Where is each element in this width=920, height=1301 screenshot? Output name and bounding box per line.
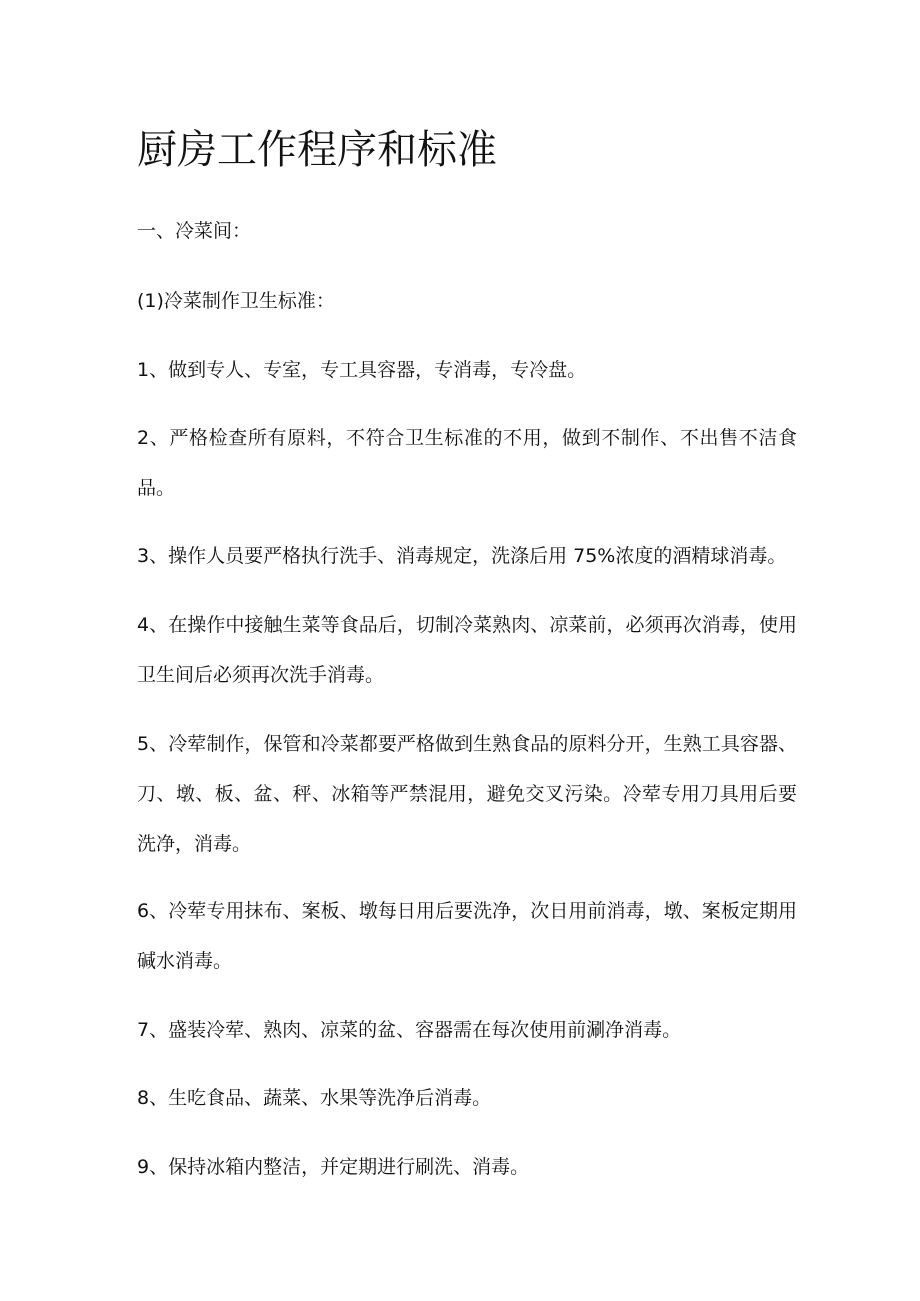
subheading: (1)冷菜制作卫生标准： bbox=[137, 290, 335, 312]
item-4: 4、在操作中接触生菜等食品后，切制冷菜熟肉、凉菜前，必须再次消毒，使用卫生间后必须再次洗手消毒。 bbox=[137, 614, 797, 686]
item-8: 8、生吃食品、蔬菜、水果等洗净后消毒。 bbox=[137, 1087, 492, 1109]
document-title: 厨房工作程序和标准 bbox=[137, 127, 497, 173]
item-3: 3、操作人员要严格执行洗手、消毒规定，洗涤后用 75%浓度的酒精球消毒。 bbox=[137, 545, 787, 567]
item-9: 9、保持冰箱内整洁，并定期进行刷洗、消毒。 bbox=[137, 1156, 530, 1178]
section-heading: 一、冷菜间： bbox=[137, 220, 252, 242]
item-2: 2、严格检查所有原料，不符合卫生标准的不用，做到不制作、不出售不洁食品。 bbox=[137, 427, 797, 499]
item-1: 1、做到专人、专室，专工具容器，专消毒，专冷盘。 bbox=[137, 359, 587, 381]
item-5: 5、冷荤制作，保管和冷菜都要严格做到生熟食品的原料分开，生熟工具容器、刀、墩、板、盆、秤、冰箱等严禁混用，避免交叉污染。冷荤专用刀具用后要洗净，消毒。 bbox=[137, 733, 797, 855]
item-6: 6、冷荤专用抹布、案板、墩每日用后要洗净，次日用前消毒，墩、案板定期用碱水消毒。 bbox=[137, 900, 797, 972]
item-7: 7、盛装冷荤、熟肉、凉菜的盆、容器需在每次使用前涮净消毒。 bbox=[137, 1019, 682, 1041]
